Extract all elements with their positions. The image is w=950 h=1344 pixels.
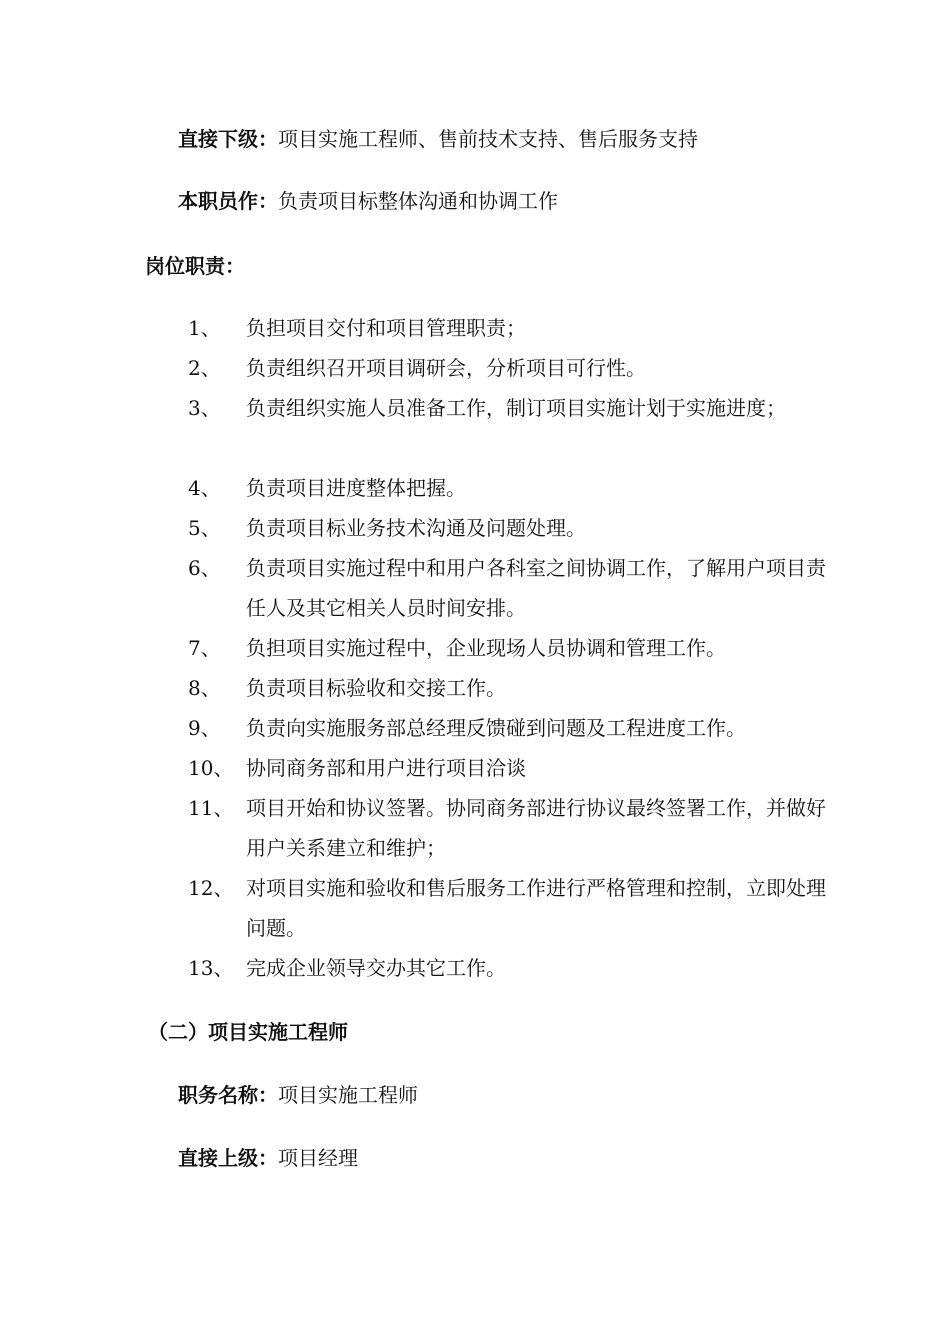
- list-item-number: 11、: [188, 796, 234, 820]
- field-direct-subordinates: [178, 125, 698, 153]
- list-item-number: 3、: [188, 396, 221, 420]
- list-item-text: 对项目实施和验收和售后服务工作进行严格管理和控制，立即处理问题。: [246, 876, 826, 940]
- list-item-number: 6、: [188, 556, 221, 580]
- field-label: 本职员作：: [178, 189, 278, 213]
- field-value: 负责项目标整体沟通和协调工作: [278, 189, 558, 213]
- list-item-text: 负责项目标验收和交接工作。: [246, 676, 506, 700]
- duties-heading: 岗位职责：: [145, 254, 245, 278]
- list-item-number: 4、: [188, 476, 221, 500]
- list-item-number: 9、: [188, 716, 221, 740]
- field-value: 项目经理: [278, 1146, 358, 1170]
- list-item-text: 协同商务部和用户进行项目洽谈: [246, 756, 526, 780]
- list-item-number: 2、: [188, 356, 221, 380]
- list-item-text: 完成企业领导交办其它工作。: [246, 956, 506, 980]
- field-label: 直接下级：: [178, 127, 278, 151]
- list-item-number: 12、: [188, 876, 234, 900]
- list-item-text: 项目开始和协议签署。协同商务部进行协议最终签署工作，并做好用户关系建立和维护；: [246, 796, 826, 860]
- field-value: 项目实施工程师、售前技术支持、售后服务支持: [278, 127, 698, 151]
- field-direct-superior: [178, 1144, 358, 1172]
- list-item-text: 负责项目标业务技术沟通及问题处理。: [246, 516, 586, 540]
- list-item-text: 负责项目实施过程中和用户各科室之间协调工作，了解用户项目责任人及其它相关人员时间安排。: [246, 556, 826, 620]
- list-item-text: 负担项目实施过程中，企业现场人员协调和管理工作。: [246, 636, 726, 660]
- field-value: 项目实施工程师: [278, 1083, 418, 1107]
- section-heading: （二）项目实施工程师: [148, 1020, 348, 1044]
- list-item-text: 负责组织召开项目调研会，分析项目可行性。: [246, 356, 646, 380]
- field-job-title: [178, 1081, 418, 1109]
- list-item-number: 7、: [188, 636, 221, 660]
- list-item-text: 负责项目进度整体把握。: [246, 476, 466, 500]
- list-item-text: 负责向实施服务部总经理反馈碰到问题及工程进度工作。: [246, 716, 746, 740]
- list-item-number: 10、: [188, 756, 234, 780]
- list-item-number: 1、: [188, 316, 221, 340]
- list-item-text: 负担项目交付和项目管理职责；: [246, 316, 526, 340]
- list-item-text: 负责组织实施人员准备工作，制订项目实施计划于实施进度；: [246, 396, 786, 420]
- list-item-number: 8、: [188, 676, 221, 700]
- list-item-number: 5、: [188, 516, 221, 540]
- field-job-work: [178, 187, 558, 215]
- field-label: 职务名称：: [178, 1083, 278, 1107]
- field-label: 直接上级：: [178, 1146, 278, 1170]
- list-item-number: 13、: [188, 956, 234, 980]
